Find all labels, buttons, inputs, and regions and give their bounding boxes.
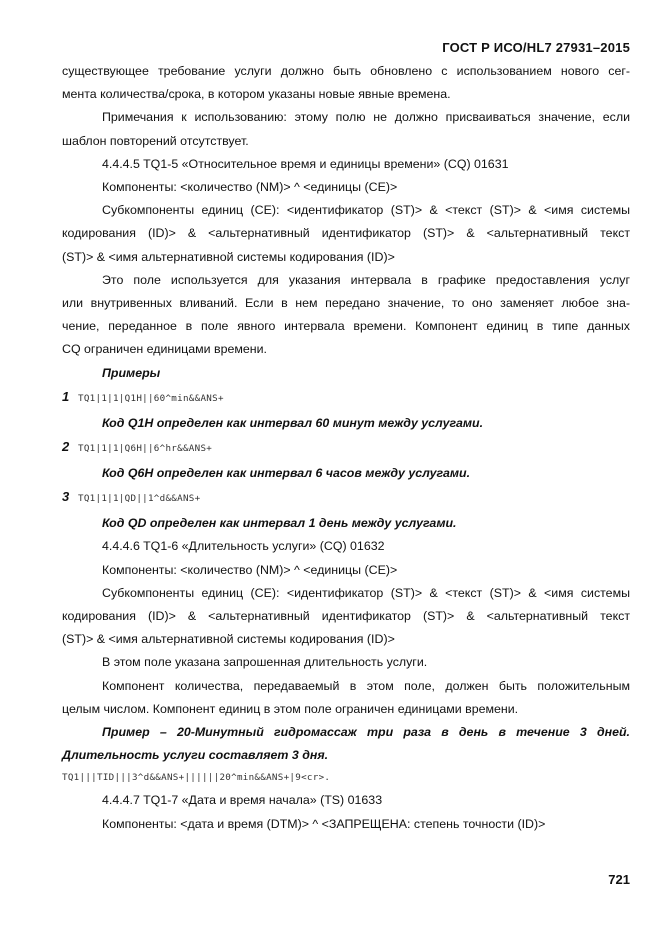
page-content [62,60,630,836]
example-code: TQ1|||TID|||3^d&&ANS+||||||20^min&&ANS+|9<cr>. [62,772,331,784]
components-line: Компоненты: <количество (NM)> ^ <единицы (CE)> [102,180,398,195]
text-line: шаблон повторений отсутствует. [62,133,249,148]
text-line: мента количества/срока, в котором указаны новые явные времена. [62,87,451,102]
example-note-2: Код Q6H определен как интервал 6 часов между услугами. [102,466,471,481]
example-note-1: Код Q1H определен как интервал 60 минут между услугами. [102,415,484,430]
example-code-3 [62,485,630,512]
example-note-3: Код QD определен как интервал 1 день между услугами. [102,516,457,531]
description-line: Это поле используется для указания интервала в графике предоставления услуг [102,272,630,287]
code-snippet: TQ1|1|1|QD||1^d&&ANS+ [78,493,201,505]
example-number: 3 [62,489,70,505]
text-line: существующее требование услуги должно быть обновлено с использованием нового сег- [62,64,630,78]
components-line: Компоненты: <количество (NM)> ^ <единицы (CE)> [102,562,398,577]
text-line: CQ ограничен единицами времени. [62,342,268,357]
example-line: Пример – 20-Минутный гидромассаж три раза в день в течение 3 дней. [102,725,630,740]
subcomponents-line: Субкомпоненты единиц (CE): <идентификатор (ST)> & <текст (ST)> & <имя системы [102,203,630,218]
text-line: (ST)> & <имя альтернативной системы кодирования (ID)> [62,632,395,647]
description-line: В этом поле указана запрошенная длительность услуги. [102,655,428,670]
text-line: чение, переданное в поле явного интервала времени. Компонент единиц в типе данных [62,319,630,334]
text-line: кодирования (ID)> & <альтернативный идентификатор (ST)> & <альтернативный текст [62,226,630,241]
description-line: Компонент количества, передаваемый в этом поле, должен быть положительным [102,678,630,693]
standard-header: ГОСТ Р ИСО/HL7 27931–2015 [442,40,630,55]
section-heading-4-4-4-5: 4.4.4.5 TQ1-5 «Относительное время и единицы времени» (CQ) 01631 [102,156,509,171]
example-number: 2 [62,439,70,455]
text-line: целым числом. Компонент единиц в этом поле ограничен единицами времени. [62,701,519,716]
example-line: Длительность услуги составляет 3 дня. [62,748,329,763]
example-code-1 [62,385,630,412]
example-number: 1 [62,388,70,404]
text-line: кодирования (ID)> & <альтернативный идентификатор (ST)> & <альтернативный текст [62,609,630,624]
components-line: Компоненты: <дата и время (DTM)> ^ <ЗАПРЕЩЕНА: степень точности (ID)> [102,816,546,831]
section-heading-4-4-4-7: 4.4.4.7 TQ1-7 «Дата и время начала» (TS) 01633 [102,793,383,808]
code-snippet: TQ1|1|1|Q1H||60^min&&ANS+ [78,392,224,404]
text-line: (ST)> & <имя альтернативной системы кодирования (ID)> [62,249,395,264]
example-code-2 [62,435,630,462]
text-line: или внутривенных вливаний. Если в нем передано значение, то оно заменяет любое зна- [62,296,630,311]
section-heading-4-4-4-6: 4.4.4.6 TQ1-6 «Длительность услуги» (CQ) 01632 [102,539,385,554]
examples-heading: Примеры [102,365,161,380]
code-snippet: TQ1|1|1|Q6H||6^hr&&ANS+ [78,443,213,455]
page-number: 721 [608,872,630,887]
subcomponents-line: Субкомпоненты единиц (CE): <идентификатор (ST)> & <текст (ST)> & <имя системы [102,585,630,600]
usage-note: Примечания к использованию: этому полю не должно присваиваться значение, если [102,110,630,125]
